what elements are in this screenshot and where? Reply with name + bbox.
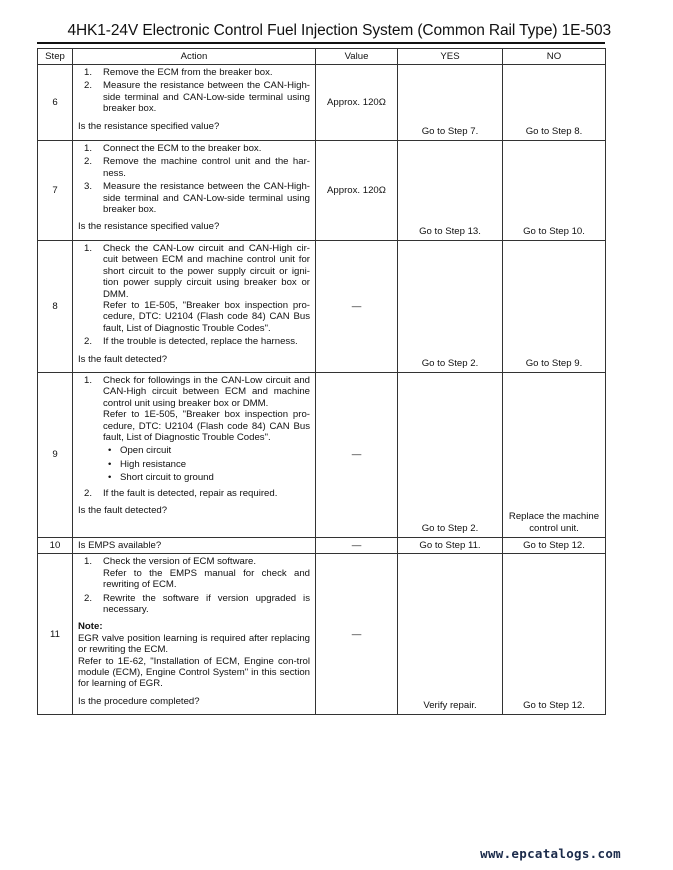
reference-text: Refer to 1E-505, "Breaker box inspection pro-cedure, DTC: U2104 (Flash code 84) CAN Bus fault, List of Diagnostic Trouble Codes". bbox=[103, 300, 310, 334]
item-number: 1. bbox=[84, 67, 93, 78]
no-cell: Go to Step 9. bbox=[503, 241, 606, 373]
table-row bbox=[38, 65, 606, 141]
bullet-text: High resistance bbox=[120, 458, 187, 470]
diagnostic-table bbox=[37, 48, 606, 715]
reference-text: Refer to the EMPS manual for check and rewriting of ECM. bbox=[103, 567, 310, 591]
column-header-no: NO bbox=[503, 49, 606, 65]
no-cell: Go to Step 10. bbox=[503, 141, 606, 241]
question-text: Is EMPS available? bbox=[78, 540, 162, 551]
action-cell bbox=[73, 373, 316, 538]
item-number: 1. bbox=[84, 375, 93, 386]
step-number: 8 bbox=[38, 241, 73, 373]
action-cell bbox=[73, 141, 316, 241]
column-header-action: Action bbox=[73, 49, 316, 65]
watermark: www.epcatalogs.com bbox=[480, 846, 621, 861]
item-text: If the trouble is detected, replace the harness. bbox=[103, 336, 298, 348]
yes-cell: Go to Step 2. bbox=[398, 241, 503, 373]
table-row bbox=[38, 373, 606, 538]
yes-cell: Go to Step 2. bbox=[398, 373, 503, 538]
bullet-item bbox=[108, 472, 310, 483]
item-number: 3. bbox=[84, 181, 93, 193]
step-number: 9 bbox=[38, 373, 73, 538]
step-number: 6 bbox=[38, 65, 73, 141]
no-cell: Replace the machine control unit. bbox=[503, 373, 606, 538]
page-title: 4HK1-24V Electronic Control Fuel Injection System (Common Rail Type) 1E-503 bbox=[67, 22, 611, 39]
bullet-item bbox=[108, 459, 310, 470]
yes-cell: Verify repair. bbox=[398, 554, 503, 715]
item-text: Check the version of ECM software. bbox=[103, 556, 257, 568]
item-text: Remove the ECM from the breaker box. bbox=[103, 67, 273, 78]
action-cell bbox=[73, 65, 316, 141]
value-cell: — bbox=[316, 241, 398, 373]
step-number: 10 bbox=[38, 538, 73, 554]
question-text: Is the fault detected? bbox=[78, 505, 168, 517]
item-text: If the fault is detected, repair as required. bbox=[103, 487, 278, 499]
item-number: 1. bbox=[84, 243, 93, 254]
action-cell bbox=[73, 241, 316, 373]
question-text: Is the fault detected? bbox=[78, 353, 168, 365]
item-text: Measure the resistance between the CAN-High-side terminal and CAN-Low-side terminal using breaker box. bbox=[103, 80, 310, 115]
table-row bbox=[38, 241, 606, 373]
bullet-icon: • bbox=[108, 458, 112, 470]
reference-text: Refer to 1E-505, "Breaker box inspection pro-cedure, DTC: U2104 (Flash code 84) CAN Bus fault, List of Diagnostic Trouble Codes". bbox=[103, 409, 310, 444]
value-cell: — bbox=[316, 554, 398, 715]
item-text: Connect the ECM to the breaker box. bbox=[103, 143, 262, 154]
value-cell: — bbox=[316, 373, 398, 538]
question-text: Is the procedure completed? bbox=[78, 695, 200, 707]
note-heading: Note: bbox=[78, 621, 103, 633]
yes-cell: Go to Step 7. bbox=[398, 65, 503, 141]
bullet-icon: • bbox=[108, 445, 112, 457]
table-row bbox=[38, 538, 606, 554]
column-header-yes: YES bbox=[398, 49, 503, 65]
item-number: 2. bbox=[84, 80, 93, 92]
item-text: Measure the resistance between the CAN-High-side terminal and CAN-Low-side terminal using breaker box. bbox=[103, 181, 310, 216]
step-number: 7 bbox=[38, 141, 73, 241]
bullet-text: Short circuit to ground bbox=[120, 472, 214, 484]
item-number: 1. bbox=[84, 143, 93, 154]
column-header-value: Value bbox=[316, 49, 398, 65]
question-text: Is the resistance specified value? bbox=[78, 120, 220, 132]
no-cell: Go to Step 8. bbox=[503, 65, 606, 141]
yes-cell: Go to Step 11. bbox=[398, 538, 503, 554]
step-number: 11 bbox=[38, 554, 73, 715]
table-row bbox=[38, 141, 606, 241]
item-number: 2. bbox=[84, 487, 93, 499]
item-number: 1. bbox=[84, 556, 93, 568]
question-text: Is the resistance specified value? bbox=[78, 221, 220, 233]
table-row bbox=[38, 554, 606, 715]
no-cell: Go to Step 12. bbox=[503, 554, 606, 715]
note-text: EGR valve position learning is required after replacing or rewriting the ECM. bbox=[78, 632, 310, 656]
value-cell: Approx. 120Ω bbox=[316, 65, 398, 141]
item-text: Check for followings in the CAN-Low circuit and CAN-High circuit between ECM and machine control unit using breaker box or DMM. bbox=[103, 375, 310, 409]
value-cell: — bbox=[316, 538, 398, 554]
action-cell bbox=[73, 538, 316, 554]
bullet-text: Open circuit bbox=[120, 445, 172, 457]
column-header-step: Step bbox=[38, 49, 73, 65]
yes-cell: Go to Step 13. bbox=[398, 141, 503, 241]
action-cell bbox=[73, 554, 316, 715]
item-text: Rewrite the software if version upgraded is necessary. bbox=[103, 592, 310, 616]
item-text: Check the CAN-Low circuit and CAN-High cir-cuit between ECM and machine control unit for short circuit to the power supply circuit or igni-tion power supply circuit using breaker box or DMM. bbox=[103, 243, 310, 300]
bullet-icon: • bbox=[108, 472, 112, 484]
item-number: 2. bbox=[84, 592, 93, 604]
item-number: 2. bbox=[84, 156, 93, 168]
no-cell: Go to Step 12. bbox=[503, 538, 606, 554]
note-reference: Refer to 1E-62, "Installation of ECM, Engine con-trol module (ECM), Engine Control System" in this section for learning of EGR. bbox=[78, 655, 310, 690]
value-cell: Approx. 120Ω bbox=[316, 141, 398, 241]
table-header-row bbox=[38, 49, 606, 65]
item-number: 2. bbox=[84, 336, 93, 348]
header-rule bbox=[37, 42, 605, 44]
item-text: Remove the machine control unit and the har-ness. bbox=[103, 156, 310, 179]
bullet-item bbox=[108, 445, 310, 456]
